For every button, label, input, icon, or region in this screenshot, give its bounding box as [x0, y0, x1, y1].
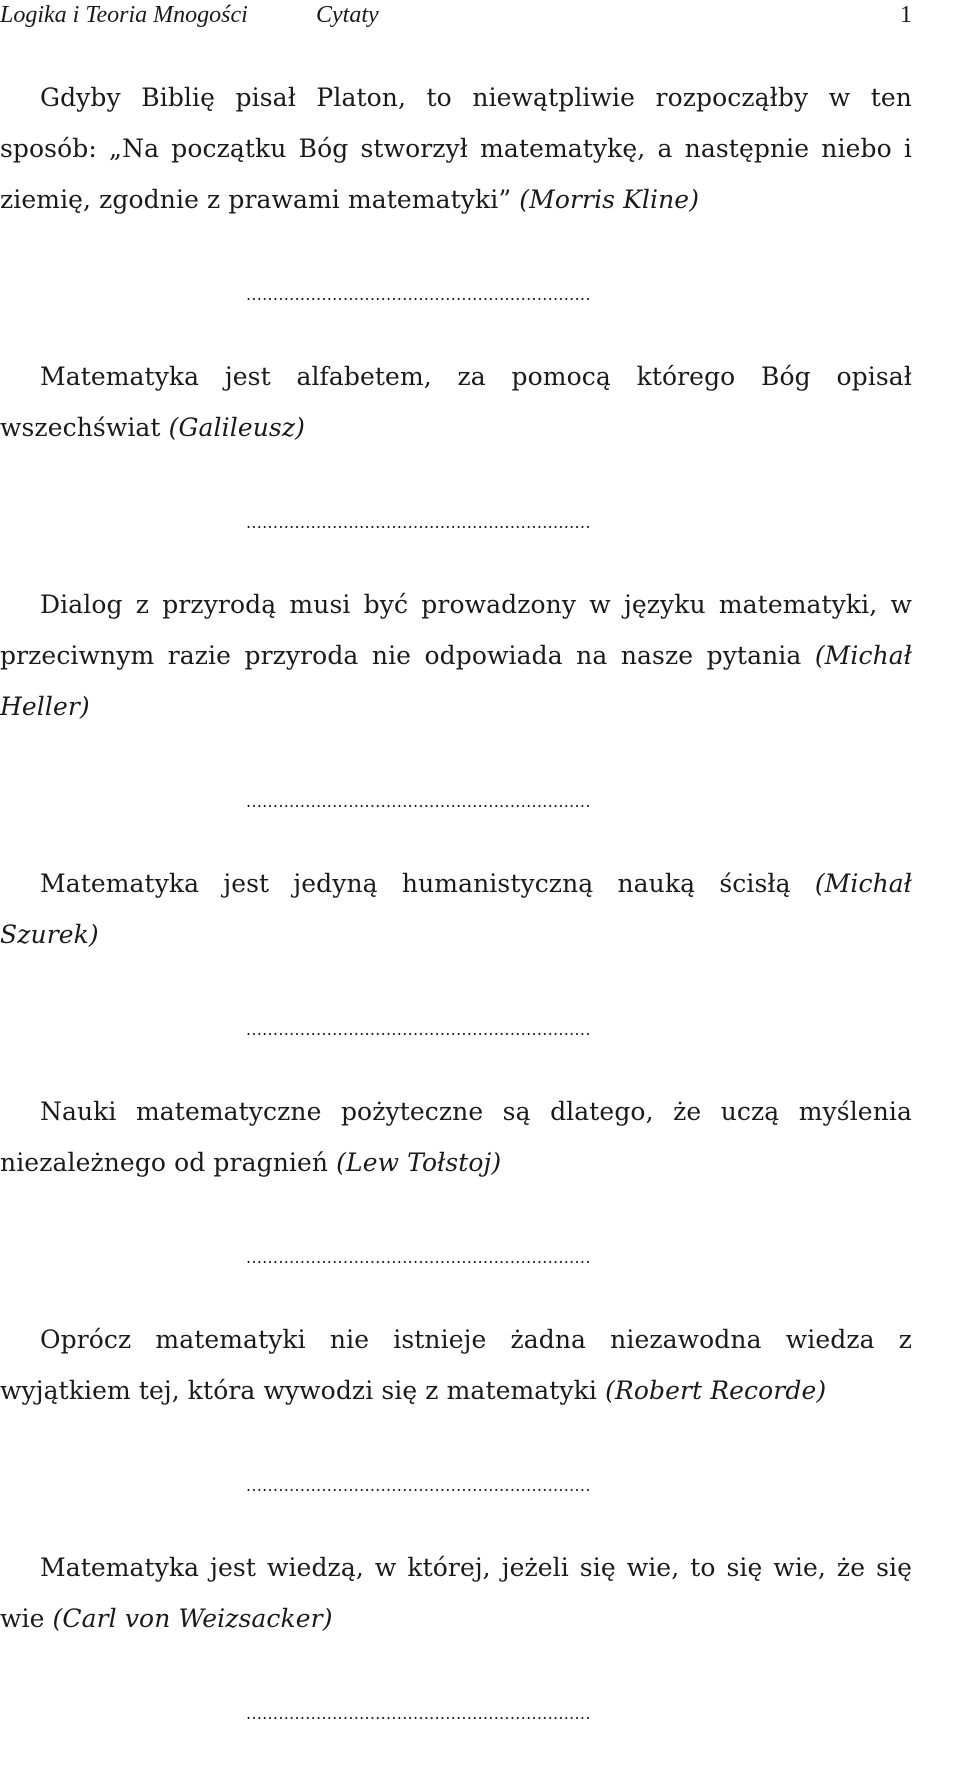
quote-text: Dialog z przyrodą musi być prowadzony w języku matematyki, w przeciwnym razie przyroda nie odpowiada na nasze pytania [0, 590, 912, 670]
quote-author: (Robert Recorde) [605, 1376, 827, 1405]
separator [0, 1226, 912, 1266]
separator-dots: ................................................................ [246, 1478, 591, 1494]
quote-author: (Carl von Weizsacker) [52, 1604, 333, 1633]
separator [0, 770, 912, 810]
quote-6 [0, 1314, 912, 1416]
quote-author: (Morris Kline) [519, 185, 700, 214]
quote-author: (Lew Tołstoj) [336, 1148, 502, 1177]
quote-text: Matematyka jest alfabetem, za pomocą którego Bóg opisał wszechświat [0, 362, 912, 442]
quote-7 [0, 1542, 912, 1644]
course-title: Logika i Teoria Mnogości [0, 2, 248, 28]
separator [0, 998, 912, 1038]
quote-author: (Galileusz) [168, 413, 305, 442]
separator-dots: ................................................................ [246, 794, 591, 810]
quote-author: (Michał Heller) [0, 641, 912, 721]
quote-text: Oprócz matematyki nie istnieje żadna niezawodna wiedza z wyjątkiem tej, która wywodzi się z matematyki [0, 1325, 912, 1405]
quote-text: Nauki matematyczne pożyteczne są dlatego, że uczą myślenia niezależnego od pragnień [0, 1097, 912, 1177]
separator-dots: ................................................................ [246, 1022, 591, 1038]
quote-text: Matematyka jest jedyną humanistyczną nauką ścisłą [40, 869, 815, 898]
quote-4 [0, 858, 912, 960]
quote-text: Matematyka jest wiedzą, w której, jeżeli się wie, to się wie, że się wie [0, 1553, 912, 1633]
quote-1 [0, 72, 912, 225]
page-header [0, 0, 912, 30]
quote-5 [0, 1086, 912, 1188]
quote-author: (Michał Szurek) [0, 869, 912, 949]
separator [0, 491, 912, 531]
page-number: 1 [900, 2, 912, 28]
separator-dots: ................................................................ [246, 1250, 591, 1266]
separator [0, 263, 912, 303]
quote-3 [0, 579, 912, 732]
separator [0, 1682, 912, 1722]
separator-dots: ................................................................ [246, 1706, 591, 1722]
separator-dots: ................................................................ [246, 515, 591, 531]
separator [0, 1454, 912, 1494]
quote-2 [0, 351, 912, 453]
section-title: Cytaty [316, 2, 379, 28]
quote-text: Gdyby Biblię pisał Platon, to niewątpliwie rozpocząłby w ten sposób: „Na początku Bóg stworzył matematykę, a następnie niebo i ziemię, zgodnie z prawami matematyki” [0, 83, 912, 214]
separator-dots: ................................................................ [246, 287, 591, 303]
quotes-list [0, 72, 912, 1770]
